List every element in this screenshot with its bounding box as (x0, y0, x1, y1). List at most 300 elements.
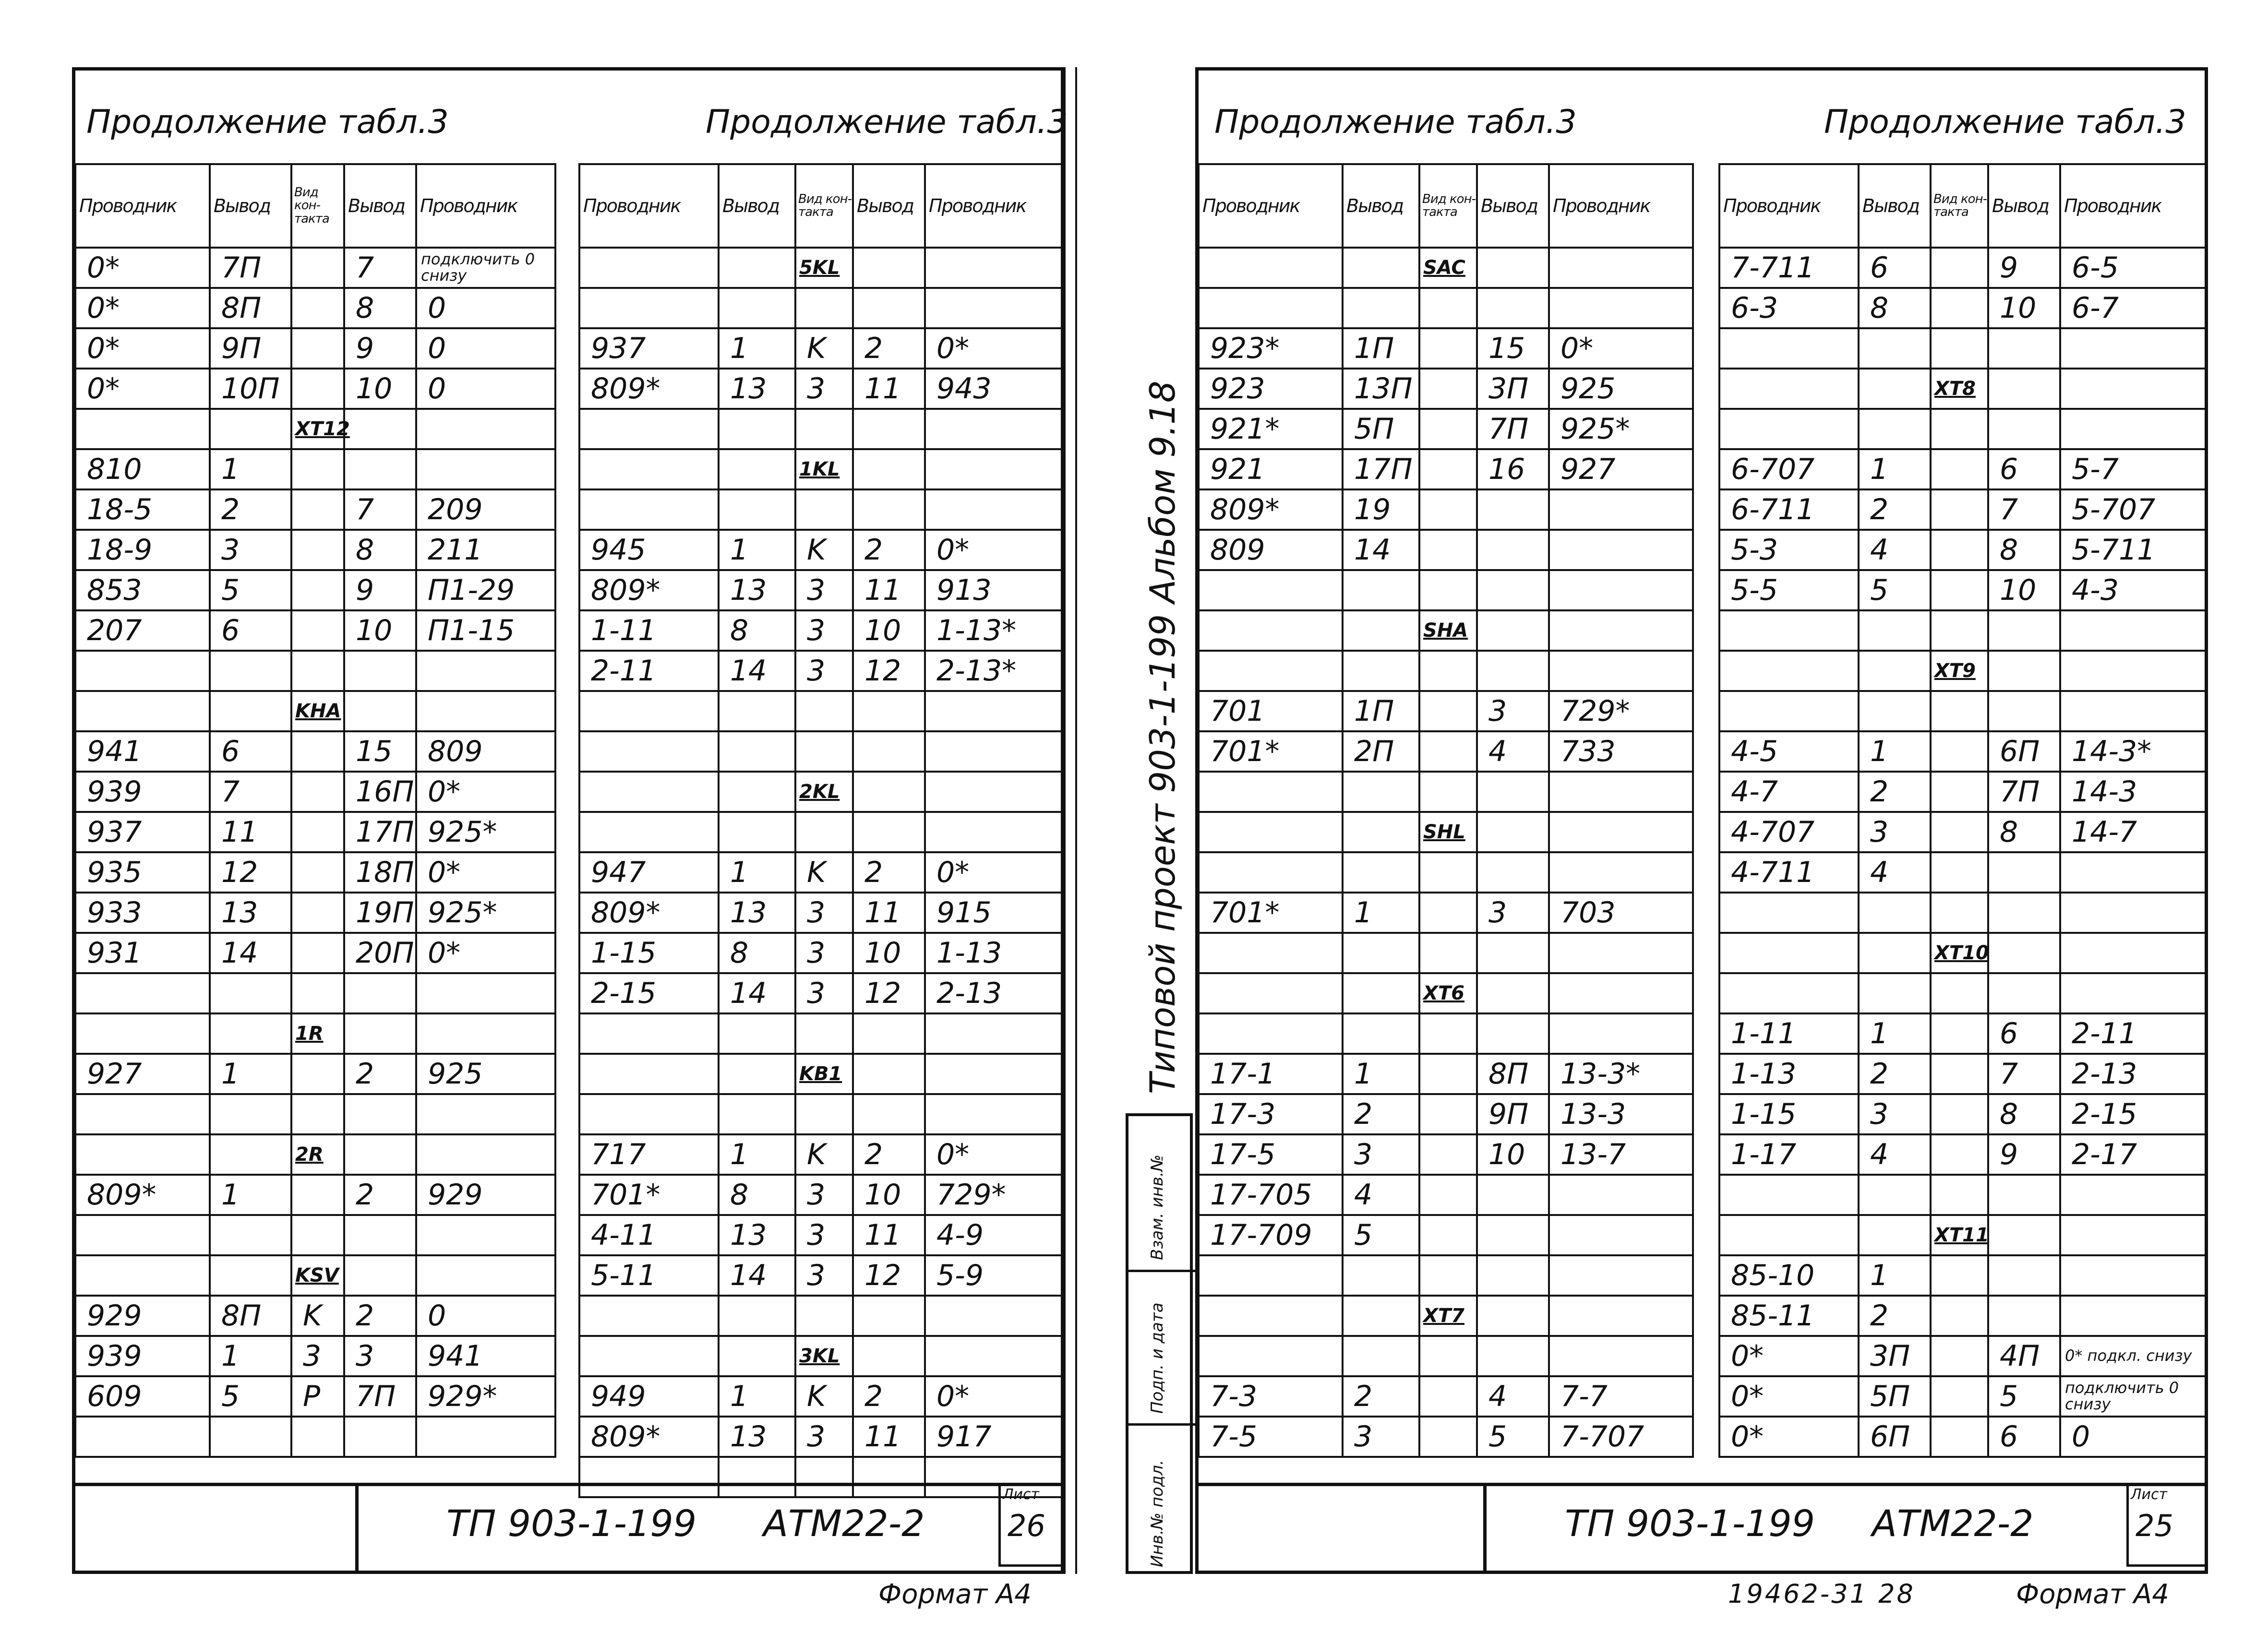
table-cell (853, 731, 925, 772)
table-cell: 3 (795, 893, 853, 933)
table-cell: 5П (1343, 409, 1419, 449)
table-cell (1199, 1296, 1343, 1336)
table-cell (1931, 852, 1988, 893)
table-row (1719, 1013, 2207, 1054)
table-row (1199, 1255, 1693, 1296)
table-cell: 929 (416, 1175, 555, 1215)
table-cell: 1П (1343, 691, 1419, 731)
table-cell (291, 570, 344, 610)
table-row (75, 1296, 555, 1336)
table-cell: 4-3 (2060, 570, 2207, 610)
table-row (75, 449, 555, 489)
table-cell (1419, 1336, 1477, 1376)
table-cell (1477, 812, 1549, 852)
table-cell (2060, 328, 2207, 369)
sheet-26-project-code: ТП 903-1-199 (446, 1502, 697, 1545)
table-cell (1549, 1175, 1693, 1215)
table-row (579, 1054, 1064, 1094)
table-cell: 2 (1859, 1054, 1931, 1094)
table-cell (1719, 691, 1859, 731)
table-row (579, 530, 1064, 570)
table-cell (795, 1094, 853, 1134)
table-cell: 3 (795, 973, 853, 1013)
table-cell: 927 (1549, 449, 1693, 489)
table-cell (1419, 570, 1477, 610)
table-cell: 5 (1343, 1215, 1419, 1255)
table-cell (925, 1094, 1064, 1134)
table-cell (1419, 1175, 1477, 1215)
table-cell: 1 (210, 449, 291, 489)
table-cell (853, 1296, 925, 1336)
table-cell: 2-17 (2060, 1134, 2207, 1175)
table-cell: 729* (1549, 691, 1693, 731)
table-row (579, 772, 1064, 812)
table-cell: 10П (210, 369, 291, 409)
table-cell (719, 449, 795, 489)
table-cell (1549, 651, 1693, 691)
table-row (1199, 409, 1693, 449)
table-cell: 8 (719, 610, 795, 651)
table-row (579, 893, 1064, 933)
column-header: Вывод (1477, 164, 1549, 248)
table-cell (579, 248, 719, 288)
table-cell: 1-15 (1719, 1094, 1859, 1134)
table-cell (1419, 852, 1477, 893)
table-row (579, 1296, 1064, 1336)
table-cell (1859, 1215, 1931, 1255)
sheet-26-table-right (578, 163, 1065, 1498)
table-cell (291, 489, 344, 530)
table-row (75, 409, 555, 449)
table-cell (1719, 651, 1859, 691)
table-cell (210, 1134, 291, 1175)
table-row (1199, 651, 1693, 691)
table-cell: 0* (925, 1134, 1064, 1175)
table-row (579, 1134, 1064, 1175)
table-cell: 85-10 (1719, 1255, 1859, 1296)
table-cell (1419, 893, 1477, 933)
table-cell (1477, 288, 1549, 328)
table-cell: 12 (210, 852, 291, 893)
table-cell (1419, 731, 1477, 772)
table-cell (579, 1013, 719, 1054)
table-cell (291, 1417, 344, 1457)
table-cell: 3 (344, 1336, 416, 1376)
table-cell: 913 (925, 570, 1064, 610)
table-cell (291, 1175, 344, 1215)
table-cell: 941 (75, 731, 210, 772)
table-cell (344, 449, 416, 489)
table-cell (925, 1296, 1064, 1336)
sheet-26-number-box (998, 1483, 1066, 1567)
table-row (75, 1215, 555, 1255)
table-cell: 1 (719, 530, 795, 570)
table-cell: 6П (1988, 731, 2060, 772)
table-cell: 7 (1988, 489, 2060, 530)
table-cell (795, 691, 853, 731)
table-cell (291, 1054, 344, 1094)
table-cell: 13П (1343, 369, 1419, 409)
table-cell (795, 1296, 853, 1336)
column-header: Вывод (210, 164, 291, 248)
table-row (579, 570, 1064, 610)
table-cell: 6 (210, 610, 291, 651)
table-cell (1419, 288, 1477, 328)
table-cell: K (795, 852, 853, 893)
table-cell: 3 (795, 1255, 853, 1296)
table-row (75, 570, 555, 610)
table-cell (75, 651, 210, 691)
table-cell: 729* (925, 1175, 1064, 1215)
table-cell: K (795, 328, 853, 369)
table-row (1719, 1417, 2207, 1457)
table-cell (795, 731, 853, 772)
table-cell: 17-3 (1199, 1094, 1343, 1134)
table-cell (1343, 973, 1419, 1013)
table-row (1199, 1417, 1693, 1457)
table-cell (853, 1054, 925, 1094)
table-cell: 3 (1859, 1094, 1931, 1134)
table-cell: 3 (291, 1336, 344, 1376)
table-cell (1549, 489, 1693, 530)
table-cell (1931, 1255, 1988, 1296)
table-cell (1931, 1336, 1988, 1376)
table-cell (1549, 530, 1693, 570)
table-cell: 937 (579, 328, 719, 369)
table-cell: 0 (2060, 1417, 2207, 1457)
table-cell (291, 288, 344, 328)
table-cell: 1 (1343, 1054, 1419, 1094)
table-cell: 3 (795, 1175, 853, 1215)
table-cell (1931, 1013, 1988, 1054)
table-cell (291, 369, 344, 409)
table-cell: 8П (210, 288, 291, 328)
component-label: 2R (291, 1134, 344, 1175)
table-cell: 809 (416, 731, 555, 772)
table-cell (2060, 369, 2207, 409)
table-cell: 921* (1199, 409, 1343, 449)
table-cell: 1 (210, 1054, 291, 1094)
table-cell: 8П (210, 1296, 291, 1336)
component-label: SHL (1419, 812, 1477, 852)
table-row (1199, 489, 1693, 530)
table-row (75, 248, 555, 288)
table-cell (291, 328, 344, 369)
sheet-25-table-left (1198, 163, 1694, 1458)
table-cell (210, 651, 291, 691)
table-cell: 0 (416, 288, 555, 328)
table-cell (291, 449, 344, 489)
table-cell (579, 489, 719, 530)
table-cell: 9П (210, 328, 291, 369)
table-cell: 941 (416, 1336, 555, 1376)
table-cell: 1-13 (1719, 1054, 1859, 1094)
component-label: 1R (291, 1013, 344, 1054)
table-cell (1477, 570, 1549, 610)
table-cell: K (795, 530, 853, 570)
table-cell (853, 288, 925, 328)
table-row (579, 1417, 1064, 1457)
component-label: SHA (1419, 610, 1477, 651)
table-cell: 1 (719, 852, 795, 893)
table-cell: 929* (416, 1376, 555, 1417)
table-cell (1931, 893, 1988, 933)
table-row (1199, 1134, 1693, 1175)
table-cell (1477, 1336, 1549, 1376)
table-cell (1477, 772, 1549, 812)
column-header: Проводник (75, 164, 210, 248)
table-cell: 10 (344, 369, 416, 409)
table-cell: 6 (1988, 1417, 2060, 1457)
table-cell (1931, 449, 1988, 489)
table-cell: 925* (416, 812, 555, 852)
sheet-26-sheet-label: Лист (1003, 1486, 1040, 1503)
table-row (579, 651, 1064, 691)
table-cell (1549, 610, 1693, 651)
column-header: Проводник (1549, 164, 1693, 248)
table-cell: 809* (579, 1417, 719, 1457)
table-cell: 17П (1343, 449, 1419, 489)
table-cell (1931, 1296, 1988, 1336)
table-cell: 7П (1988, 772, 2060, 812)
table-cell (1988, 409, 2060, 449)
table-cell: 3П (1859, 1336, 1931, 1376)
table-cell: 921 (1199, 449, 1343, 489)
table-cell (291, 248, 344, 288)
table-cell (1477, 1255, 1549, 1296)
table-header (1199, 164, 1693, 248)
table-cell (1343, 570, 1419, 610)
table-cell: 1 (719, 328, 795, 369)
component-label: 2KL (795, 772, 853, 812)
table-cell (795, 409, 853, 449)
strip-divider-2 (1128, 1423, 1196, 1426)
table-cell: 7-711 (1719, 248, 1859, 288)
table-cell: 18П (344, 852, 416, 893)
table-cell: подключить 0 снизу (416, 248, 555, 288)
table-row (1199, 1376, 1693, 1417)
table-cell (1343, 248, 1419, 288)
margin-label-replace: Взам. инв.№ (1148, 1154, 1167, 1260)
table-cell: 947 (579, 852, 719, 893)
table-cell: K (291, 1296, 344, 1336)
table-cell: 0* (75, 369, 210, 409)
table-cell (853, 489, 925, 530)
table-row (1719, 812, 2207, 852)
component-label: SAC (1419, 248, 1477, 288)
table-cell (1549, 973, 1693, 1013)
table-cell (853, 248, 925, 288)
table-cell: 0* (416, 772, 555, 812)
table-cell (853, 812, 925, 852)
table-cell: 4 (1859, 1134, 1931, 1175)
sheet-25-sheet-number: 25 (2136, 1508, 2173, 1543)
table-cell (2060, 852, 2207, 893)
table-cell (719, 409, 795, 449)
table-cell: 2-11 (2060, 1013, 2207, 1054)
table-cell (853, 409, 925, 449)
table-cell: 0* подкл. снизу (2060, 1336, 2207, 1376)
table-cell (1419, 1094, 1477, 1134)
table-cell: 1 (1859, 731, 1931, 772)
table-cell (1931, 1054, 1988, 1094)
table-cell: 5-3 (1719, 530, 1859, 570)
table-cell (795, 812, 853, 852)
table-cell (1859, 691, 1931, 731)
component-label: XT8 (1931, 369, 1988, 409)
table-cell (1477, 973, 1549, 1013)
table-cell: 14-3* (2060, 731, 2207, 772)
table-cell: 5-9 (925, 1255, 1064, 1296)
table-cell: 0* (75, 288, 210, 328)
column-header: Вывод (344, 164, 416, 248)
table-cell (1719, 610, 1859, 651)
table-cell: 6-711 (1719, 489, 1859, 530)
table-cell: 4-5 (1719, 731, 1859, 772)
table-cell: 8 (1988, 530, 2060, 570)
table-row (579, 1336, 1064, 1376)
table-cell: 7П (1477, 409, 1549, 449)
column-header: Проводник (416, 164, 555, 248)
table-cell (1931, 1376, 1988, 1417)
table-cell: 2-13 (925, 973, 1064, 1013)
table-row (1719, 1255, 2207, 1296)
table-cell (2060, 409, 2207, 449)
table-cell (719, 288, 795, 328)
table-cell: 9 (344, 328, 416, 369)
table-cell: 943 (925, 369, 1064, 409)
table-cell: 13 (719, 570, 795, 610)
table-cell: 19 (1343, 489, 1419, 530)
table-row (1719, 1094, 2207, 1134)
table-cell (210, 1215, 291, 1255)
table-cell (344, 1134, 416, 1175)
table-cell (795, 1457, 853, 1497)
table-row (1719, 1336, 2207, 1376)
table-cell (719, 731, 795, 772)
table-row (1719, 449, 2207, 489)
table-cell (1719, 1215, 1859, 1255)
table-cell (853, 449, 925, 489)
table-cell (1419, 369, 1477, 409)
table-cell (416, 1255, 555, 1296)
table-row (75, 610, 555, 651)
table-row (1199, 691, 1693, 731)
table-row (1199, 973, 1693, 1013)
table-row (1719, 328, 2207, 369)
table-row (75, 1054, 555, 1094)
table-cell: 7 (344, 489, 416, 530)
table-row (1719, 610, 2207, 651)
table-row (1719, 651, 2207, 691)
table-cell: 1-11 (1719, 1013, 1859, 1054)
table-cell (1477, 1013, 1549, 1054)
table-cell (1419, 1417, 1477, 1457)
table-cell (1477, 248, 1549, 288)
table-cell (1988, 852, 2060, 893)
table-cell: 8 (344, 530, 416, 570)
table-cell: 925 (1549, 369, 1693, 409)
table-row (579, 1215, 1064, 1255)
table-row (75, 691, 555, 731)
table-cell (416, 409, 555, 449)
table-row (1199, 288, 1693, 328)
table-cell (1419, 772, 1477, 812)
table-cell: 2 (1859, 489, 1931, 530)
table-cell (2060, 893, 2207, 933)
sheet-25-sheet-label: Лист (2131, 1486, 2168, 1503)
sheet-25-number-box (2126, 1483, 2208, 1567)
table-cell: 6 (1988, 1013, 2060, 1054)
table-row (1719, 1376, 2207, 1417)
table-cell: 16П (344, 772, 416, 812)
table-cell (853, 1457, 925, 1497)
component-label: XT6 (1419, 973, 1477, 1013)
table-row (1719, 973, 2207, 1013)
table-cell: 11 (210, 812, 291, 852)
table-cell: 0* (1719, 1376, 1859, 1417)
table-cell (1859, 651, 1931, 691)
center-fold-line (1061, 67, 1064, 1574)
table-cell: 733 (1549, 731, 1693, 772)
table-cell (1931, 1134, 1988, 1175)
table-cell (2060, 651, 2207, 691)
table-row (579, 369, 1064, 409)
table-cell: 1 (210, 1175, 291, 1215)
table-cell: 14 (210, 933, 291, 973)
table-cell: 12 (853, 1255, 925, 1296)
column-header: Вывод (1859, 164, 1931, 248)
table-header (1719, 164, 2207, 248)
table-cell (2060, 610, 2207, 651)
table-cell (1549, 1296, 1693, 1336)
table-row (579, 409, 1064, 449)
table-cell (925, 248, 1064, 288)
table-cell (1549, 248, 1693, 288)
table-cell: 0* (925, 1376, 1064, 1417)
table-cell (1477, 852, 1549, 893)
table-row (75, 489, 555, 530)
table-cell: 2 (344, 1175, 416, 1215)
table-row (75, 1417, 555, 1457)
table-cell: 13 (719, 893, 795, 933)
table-cell: 0* (75, 248, 210, 288)
table-cell: 2 (853, 530, 925, 570)
table-cell: 3 (1343, 1134, 1419, 1175)
table-row (1199, 1296, 1693, 1336)
table-cell: 6 (1859, 248, 1931, 288)
table-row (75, 288, 555, 328)
table-cell (925, 489, 1064, 530)
table-cell (1419, 489, 1477, 530)
table-cell: 0* (1719, 1417, 1859, 1457)
table-cell (1199, 610, 1343, 651)
table-cell: 10 (344, 610, 416, 651)
table-cell: 9 (1988, 1134, 2060, 1175)
table-row (75, 1175, 555, 1215)
table-cell: 1-17 (1719, 1134, 1859, 1175)
component-label: 5KL (795, 248, 853, 288)
table-cell (75, 1134, 210, 1175)
column-header: Проводник (925, 164, 1064, 248)
table-row (1719, 933, 2207, 973)
table-cell (1549, 933, 1693, 973)
table-cell (719, 1094, 795, 1134)
table-cell (2060, 1296, 2207, 1336)
table-row (1719, 1215, 2207, 1255)
table-cell: 9 (344, 570, 416, 610)
table-cell: 14-3 (2060, 772, 2207, 812)
